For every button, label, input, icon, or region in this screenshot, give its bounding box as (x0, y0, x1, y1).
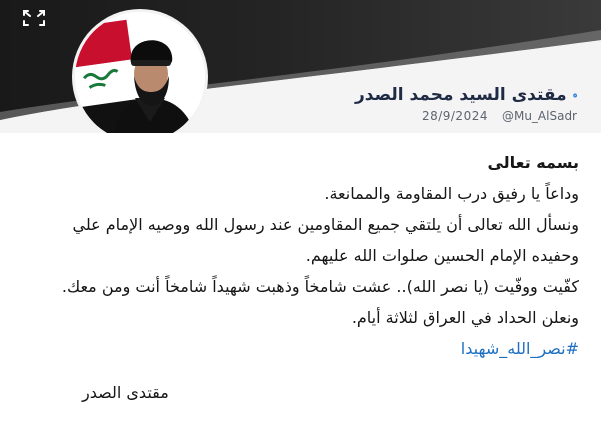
post-line: ونعلن الحداد في العراق لثلاثة أيام. (351, 308, 579, 327)
profile-header (0, 0, 601, 133)
post-line: ونسأل الله تعالى أن يلتقي جميع المقاومين عند رسول الله ووصيه الإمام علي (72, 215, 579, 234)
post-signature: مقتدى الصدر (82, 383, 169, 402)
post-opening: بسمه تعالى (487, 153, 579, 172)
account-handle[interactable]: @Mu_AlSadr (501, 109, 577, 123)
post-line: وحفيده الإمام الحسين صلوات الله عليهم. (305, 246, 579, 265)
account-meta-row (355, 107, 577, 125)
account-display-name[interactable]: مقتدى السيد محمد الصدر (355, 85, 567, 105)
avatar-image (75, 12, 205, 133)
post-date: 28/9/2024 (421, 109, 488, 123)
account-name-row (355, 82, 583, 108)
verified-badge-icon (573, 86, 577, 105)
post-line: كفّيت ووفّيت (يا نصر الله).. عشت شامخاً وذهبت شهيداً شامخاً أنت ومن معك. (61, 277, 579, 296)
post-body (19, 147, 579, 364)
avatar[interactable] (75, 12, 205, 133)
expand-icon[interactable] (22, 9, 46, 27)
post-line: وداعاً يا رفيق درب المقاومة والممانعة. (324, 184, 579, 203)
hashtag-link[interactable]: #نصر_الله_شهيدا (460, 339, 579, 358)
